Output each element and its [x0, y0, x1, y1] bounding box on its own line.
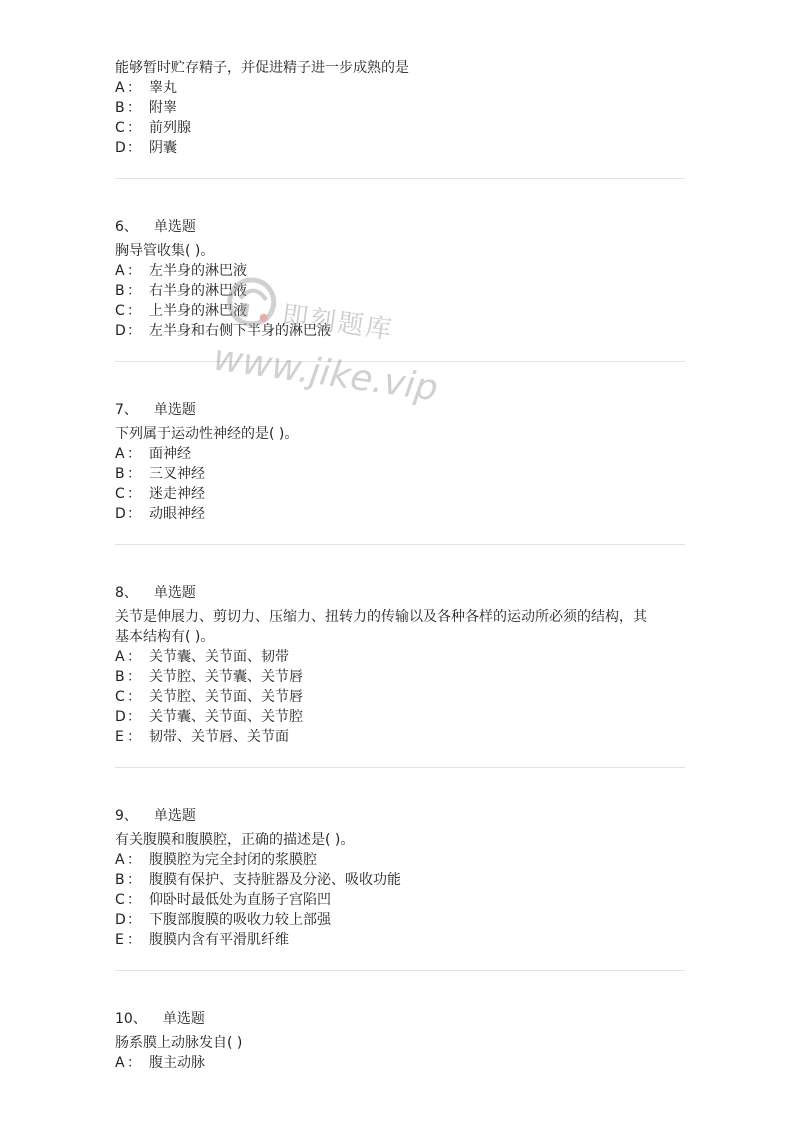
option-colon: ：: [127, 689, 141, 705]
option-b[interactable]: [115, 667, 685, 687]
option-b[interactable]: [115, 98, 685, 118]
question-stem: 胸导管收集( )。: [115, 243, 215, 259]
watermark-url: www.jike.vip: [210, 337, 441, 410]
question-header: [115, 1009, 685, 1029]
question-number: 9: [115, 808, 124, 824]
option-letter: D: [115, 323, 126, 339]
option-letter: A: [115, 80, 125, 96]
option-letter: B: [115, 669, 125, 685]
option-letter: D: [115, 506, 126, 522]
question-type: 单选题: [153, 219, 196, 235]
option-c[interactable]: [115, 484, 685, 504]
option-colon: ：: [127, 486, 141, 502]
question-stem-line-1: 关节是伸展力、剪切力、压缩力、扭转力的传输以及各种各样的运动所必须的结构，其: [115, 609, 647, 625]
option-text: 关节腔、关节囊、关节唇: [149, 669, 303, 685]
question-divider: [115, 361, 685, 362]
option-a[interactable]: [115, 647, 685, 667]
option-letter: A: [115, 1055, 125, 1071]
option-text: 腹主动脉: [149, 1055, 205, 1071]
option-colon: ：: [127, 1055, 141, 1071]
question-8: [115, 583, 685, 747]
option-letter: A: [115, 852, 125, 868]
option-text: 腹膜腔为完全封闭的浆膜腔: [149, 852, 317, 868]
option-d[interactable]: [115, 707, 685, 727]
option-colon: ：: [127, 932, 141, 948]
option-colon: ：: [127, 100, 141, 116]
watermark-brand: 即刻题库: [280, 300, 396, 346]
option-letter: C: [115, 892, 125, 908]
option-d[interactable]: [115, 138, 685, 158]
option-c[interactable]: [115, 687, 685, 707]
question-divider: [115, 767, 685, 768]
option-c[interactable]: [115, 118, 685, 138]
question-number: 8: [115, 585, 124, 601]
option-b[interactable]: [115, 464, 685, 484]
option-letter: A: [115, 263, 125, 279]
exam-page: [115, 58, 685, 1073]
option-letter: C: [115, 120, 125, 136]
option-text: 上半身的淋巴液: [149, 303, 247, 319]
question-number: 7: [115, 402, 124, 418]
question-number-sep: 、: [132, 1011, 147, 1027]
option-colon: ：: [127, 506, 141, 522]
option-c[interactable]: [115, 301, 685, 321]
option-d[interactable]: [115, 910, 685, 930]
option-text: 左半身的淋巴液: [149, 263, 247, 279]
question-number: 6: [115, 219, 124, 235]
option-text: 左半身和右侧下半身的淋巴液: [149, 323, 331, 339]
option-text: 关节囊、关节面、韧带: [149, 649, 289, 665]
option-text: 睾丸: [149, 80, 177, 96]
option-letter: D: [115, 709, 126, 725]
option-a[interactable]: [115, 1053, 685, 1073]
option-text: 关节腔、关节面、关节唇: [149, 689, 303, 705]
question-stem: 有关腹膜和腹膜腔，正确的描述是( )。: [115, 832, 355, 848]
question-divider: [115, 970, 685, 971]
question-header: [115, 217, 685, 237]
option-text: 韧带、关节唇、关节面: [149, 729, 289, 745]
question-number-sep: 、: [123, 808, 138, 824]
option-letter: E: [115, 932, 124, 948]
option-letter: B: [115, 466, 125, 482]
question-header: [115, 400, 685, 420]
option-letter: B: [115, 283, 125, 299]
question-number-sep: 、: [123, 219, 138, 235]
option-colon: ：: [127, 303, 141, 319]
option-a[interactable]: [115, 444, 685, 464]
option-colon: ：: [127, 649, 141, 665]
question-type: 单选题: [153, 585, 196, 601]
option-text: 前列腺: [149, 120, 191, 136]
option-text: 动眼神经: [149, 506, 205, 522]
option-text: 附睾: [149, 100, 177, 116]
option-d[interactable]: [115, 321, 685, 341]
option-text: 腹膜内含有平滑肌纤维: [149, 932, 289, 948]
question-number: 10: [115, 1011, 133, 1027]
option-letter: D: [115, 140, 126, 156]
question-9: [115, 806, 685, 950]
question-divider: [115, 178, 685, 179]
option-letter: B: [115, 100, 125, 116]
question-5: [115, 58, 685, 158]
question-type: 单选题: [153, 402, 196, 418]
option-text: 仰卧时最低处为直肠子宫陷凹: [149, 892, 331, 908]
option-text: 迷走神经: [149, 486, 205, 502]
question-stem: 肠系膜上动脉发自( ): [115, 1035, 243, 1051]
option-text: 关节囊、关节面、关节腔: [149, 709, 303, 725]
question-6: [115, 217, 685, 341]
question-stem: 能够暂时贮存精子，并促进精子进一步成熟的是: [115, 60, 409, 76]
option-text: 三叉神经: [149, 466, 205, 482]
option-text: 腹膜有保护、支持脏器及分泌、吸收功能: [149, 872, 401, 888]
option-d[interactable]: [115, 504, 685, 524]
option-letter: C: [115, 486, 125, 502]
question-type: 单选题: [153, 808, 196, 824]
option-a[interactable]: [115, 850, 685, 870]
question-stem: 下列属于运动性神经的是( )。: [115, 426, 299, 442]
option-colon: ：: [127, 892, 141, 908]
option-text: 阴囊: [149, 140, 177, 156]
option-colon: ：: [127, 323, 141, 339]
option-letter: C: [115, 689, 125, 705]
option-letter: A: [115, 649, 125, 665]
option-text: 面神经: [149, 446, 191, 462]
option-colon: ：: [127, 446, 141, 462]
option-a[interactable]: [115, 78, 685, 98]
question-divider: [115, 544, 685, 545]
option-letter: E: [115, 729, 124, 745]
option-colon: ：: [127, 912, 141, 928]
option-colon: ：: [127, 120, 141, 136]
option-colon: ：: [127, 466, 141, 482]
question-type: 单选题: [162, 1011, 205, 1027]
option-colon: ：: [127, 669, 141, 685]
option-colon: ：: [127, 263, 141, 279]
option-e[interactable]: [115, 930, 685, 950]
option-text: 下腹部腹膜的吸收力较上部强: [149, 912, 331, 928]
option-text: 右半身的淋巴液: [149, 283, 247, 299]
option-colon: ：: [127, 283, 141, 299]
option-a[interactable]: [115, 261, 685, 281]
question-number-sep: 、: [123, 402, 138, 418]
question-header: [115, 583, 685, 603]
option-c[interactable]: [115, 890, 685, 910]
option-letter: D: [115, 912, 126, 928]
option-letter: C: [115, 303, 125, 319]
question-7: [115, 400, 685, 524]
option-colon: ：: [127, 852, 141, 868]
option-colon: ：: [127, 140, 141, 156]
question-header: [115, 806, 685, 826]
option-colon: ：: [127, 80, 141, 96]
option-b[interactable]: [115, 281, 685, 301]
question-number-sep: 、: [123, 585, 138, 601]
option-colon: ：: [127, 709, 141, 725]
option-letter: B: [115, 872, 125, 888]
option-b[interactable]: [115, 870, 685, 890]
option-e[interactable]: [115, 727, 685, 747]
option-colon: ：: [127, 729, 141, 745]
option-colon: ：: [127, 872, 141, 888]
option-letter: A: [115, 446, 125, 462]
question-stem-line-2: 基本结构有( )。: [115, 629, 215, 645]
question-10: [115, 1009, 685, 1073]
